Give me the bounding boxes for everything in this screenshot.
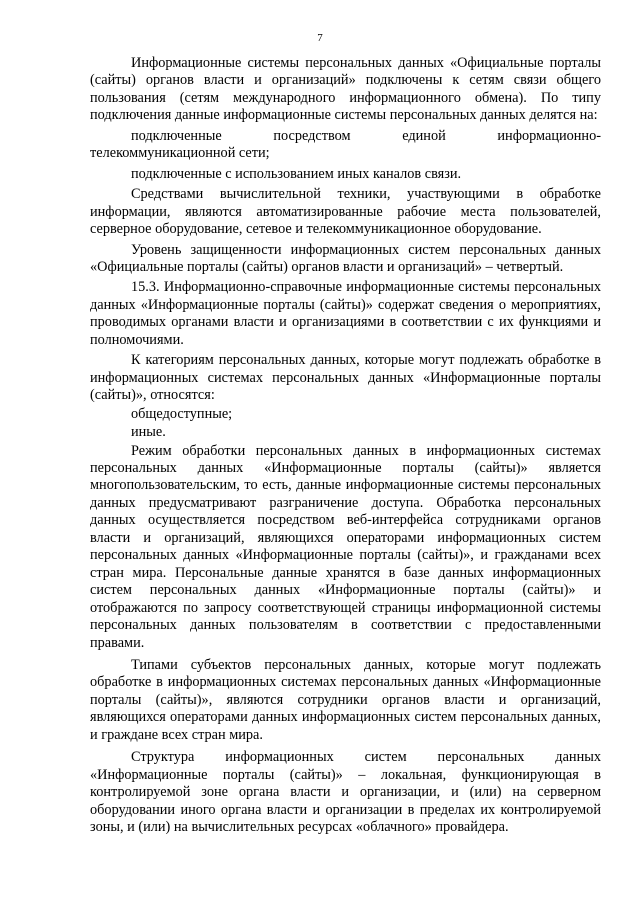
paragraph-connection-types: Информационные системы персональных данных «Официальные порталы (сайты) органов власти и организаций» подключены к сетям связи общего пользования (сетям международного информационного обмена). По типу подключения данные информационные системы персональных данных делятся на: xyxy=(90,55,601,124)
paragraph-subject-types: Типами субъектов персональных данных, которые могут подлежать обработке в информационных системах персональных данных «Информационные порталы (сайты)», являются сотрудники органов власти и организаций, являющихся операторами данных информационных систем персональных данных, и граждане всех стран мира. xyxy=(90,656,601,743)
paragraph-section-15-3: 15.3. Информационно-справочные информационные системы персональных данных «Информационные порталы (сайты)» содержат сведения о мероприятиях, проводимых органами власти и организациями в соответствии с их функциями и полномочиями. xyxy=(90,279,601,348)
paragraph-system-structure: Структура информационных систем персональных данных «Информационные порталы (сайты)» – локальная, функционирующая в контролируемой зоне органа власти и организации, и (или) на серверном оборудовании иного органа власти и организации в пределах их контролируемой зоны, и (или) на вычислительных ресурсах «облачного» провайдера. xyxy=(90,749,601,836)
list-item-other: иные. xyxy=(131,424,166,441)
paragraph-security-level: Уровень защищенности информационных систем персональных данных «Официальные порталы (сайты) органов власти и организаций» – четвертый. xyxy=(90,241,601,275)
paragraph-processing-mode: Режим обработки персональных данных в информационных системах персональных данных «Информационные порталы (сайты)» является многопользовательским, то есть, данные информационные системы персональных данных предусматривают разграничение доступа. Обработка персональных данных осуществляется посредством веб-интерфейса сотрудниками органов власти и организаций, являющихся операторами информационных систем персональных данных «Информационные порталы (сайты)», и гражданами всех стран мира. Персональные данные хранятся в базе данных информационных систем персональных данных «Информационные порталы (сайты)» и отображаются по запросу соответствующей страницы информационной системы персональных данных пользователям в соответствии с предоставленными правами. xyxy=(90,442,601,651)
list-item-single-network: подключенные посредством единой информационно-телекоммуникационной сети; xyxy=(90,127,601,162)
document-body xyxy=(90,55,601,839)
list-item-public: общедоступные; xyxy=(131,405,233,422)
paragraph-data-categories: К категориям персональных данных, которые могут подлежать обработке в информационных системах персональных данных «Информационные порталы (сайты)», относятся: xyxy=(90,352,601,404)
list-item-other-channels: подключенные с использованием иных каналов связи. xyxy=(131,165,462,182)
page-number: 7 xyxy=(317,32,323,44)
paragraph-computing-equipment: Средствами вычислительной техники, участвующими в обработке информации, являются автоматизированные рабочие места пользователей, серверное оборудование, сетевое и телекоммуникационное оборудование. xyxy=(90,186,601,238)
